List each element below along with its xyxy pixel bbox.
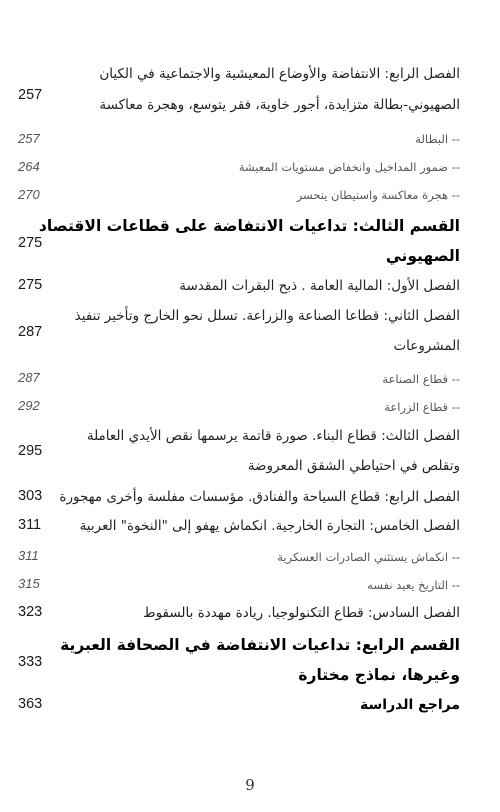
toc-page-number: 292 xyxy=(18,398,40,413)
toc-entry-title-line-1: الفصل الثاني: قطاعا الصناعة والزراعة. تسلل نحو الخارج وتأخير تنفيذ xyxy=(74,308,460,324)
toc-entry-title: الفصل الرابع: قطاع السياحة والفنادق. مؤسسات مفلسة وأخرى مهجورة xyxy=(59,489,460,505)
toc-section-title-line-1: القسم الرابع: تداعيات الانتفاضة في الصحافة العبرية xyxy=(60,636,460,654)
toc-page-number: 275 xyxy=(18,235,43,251)
toc-entry-title: -- ضمور المداخيل وانخفاض مستويات المعيشة xyxy=(238,160,460,174)
toc-page-number: 264 xyxy=(18,159,40,174)
toc-page-number: 287 xyxy=(18,324,43,340)
toc-page-number: 333 xyxy=(18,654,43,670)
toc-entry-title-line-2: وتقلص في احتياطي الشقق المعروضة xyxy=(247,458,460,474)
toc-entry-title: مراجع الدراسة xyxy=(360,697,460,713)
toc-page-number: 311 xyxy=(18,548,39,563)
folio-page-number: 9 xyxy=(245,776,255,794)
toc-page-number: 257 xyxy=(18,131,40,146)
toc-entry-title: -- قطاع الزراعة xyxy=(384,400,460,414)
toc-entry-title-line-1: الفصل الرابع: الانتفاضة والأوضاع المعيشية والاجتماعية في الكيان xyxy=(99,66,460,82)
toc-page-number: 303 xyxy=(18,488,43,504)
toc-entry-title-line-1: الفصل الثالث: قطاع البناء. صورة قاتمة يرسمها نقص الأيدي العاملة xyxy=(86,428,460,444)
toc-section-title-line-2: وغيرها، نماذج مختارة xyxy=(298,666,460,684)
toc-entry-title: -- التاريخ يعيد نفسه xyxy=(367,578,460,592)
toc-entry-title: الفصل الخامس: التجارة الخارجية. انكماش يهفو إلى "النخوة" العربية xyxy=(79,518,460,534)
toc-page-number: 257 xyxy=(18,87,43,103)
toc-section-title-line-1: القسم الثالث: تداعيات الانتفاضة على قطاعات الاقتصاد xyxy=(38,217,460,235)
toc-entry-title: -- هجرة معاكسة واستيطان ينحسر xyxy=(296,188,460,202)
toc-page-number: 287 xyxy=(18,370,40,385)
toc-page-number: 275 xyxy=(18,277,43,293)
toc-entry-title-line-2: المشروعات xyxy=(393,338,460,354)
toc-entry-title: -- قطاع الصناعة xyxy=(382,372,460,386)
toc-page-number: 311 xyxy=(18,517,42,533)
toc-page-number: 295 xyxy=(18,443,43,459)
toc-entry-title: الفصل الأول: المالية العامة . ذبح البقرات المقدسة xyxy=(179,278,460,294)
toc-page-number: 323 xyxy=(18,604,43,620)
toc-entry-title: الفصل السادس: قطاع التكنولوجيا. ريادة مهددة بالسقوط xyxy=(143,605,460,621)
toc-page-number: 315 xyxy=(18,576,40,591)
toc-entry-title-line-2: الصهيوني-بطالة متزايدة، أجور خاوية، فقر يتوسع، وهجرة معاكسة xyxy=(99,97,460,113)
toc-page-number: 363 xyxy=(18,696,43,712)
toc-entry-title: -- البطالة xyxy=(415,132,460,146)
toc-page-number: 270 xyxy=(18,187,40,202)
toc-section-title-line-2: الصهيوني xyxy=(385,247,460,265)
toc-entry-title: -- انكماش يستثني الصادرات العسكرية xyxy=(277,550,460,564)
